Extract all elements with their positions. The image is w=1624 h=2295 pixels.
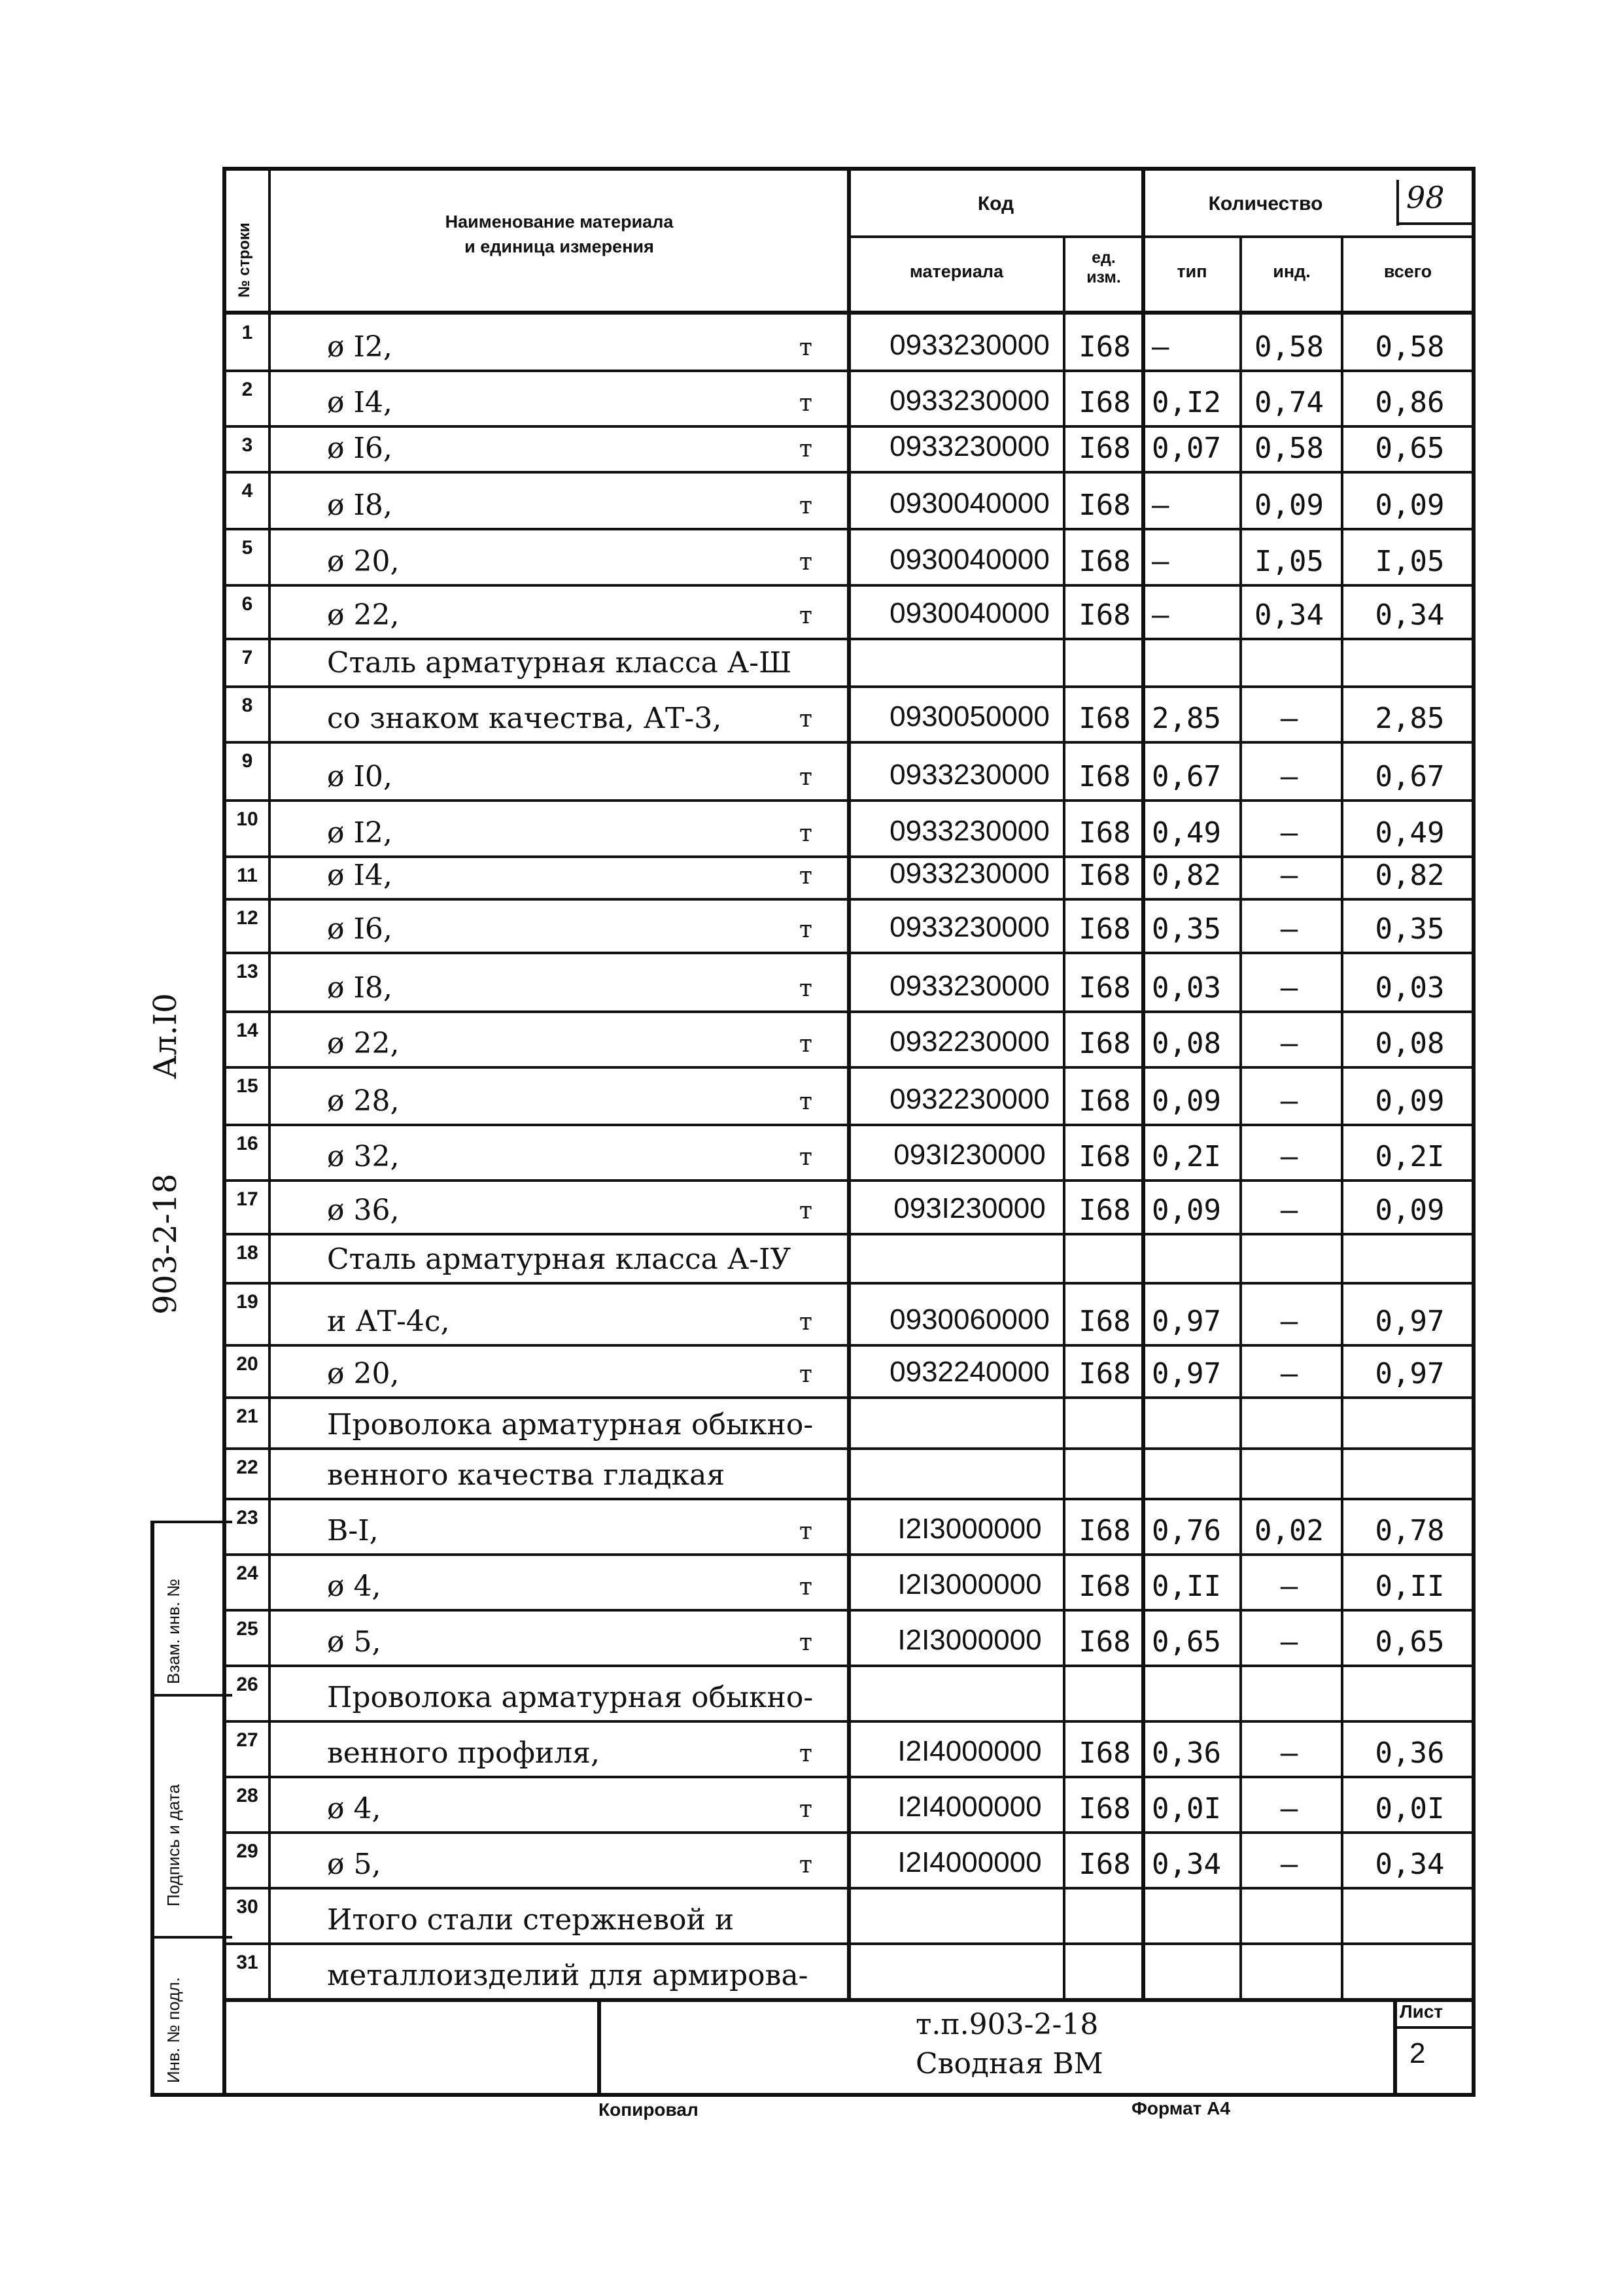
unit-code: I68 (1079, 1357, 1131, 1390)
unit-code: I68 (1079, 1736, 1131, 1770)
material-name: Проволока арматурная обыкно- (327, 1408, 814, 1441)
row-number: 11 (237, 865, 258, 886)
material-code: 0933230000 (890, 815, 1050, 847)
row-number: 29 (236, 1840, 258, 1862)
unit-code: I68 (1079, 859, 1131, 892)
unit-letter: т (799, 764, 812, 791)
quantity-individual: – (1280, 912, 1298, 946)
quantity-type: 0,2I (1152, 1140, 1221, 1173)
material-code: 0930040000 (890, 597, 1050, 629)
material-name: ø 28, (327, 1084, 400, 1118)
header-quantity: Количество (1208, 193, 1323, 215)
quantity-total: 0,09 (1375, 1084, 1445, 1118)
header-row-number: № строки (235, 222, 253, 298)
sheet-number: 2 (1409, 2037, 1426, 2069)
quantity-type: – (1152, 598, 1169, 632)
material-code: I2I3000000 (897, 1568, 1042, 1600)
row-number: 22 (236, 1457, 258, 1478)
quantity-total: 0,78 (1375, 1514, 1445, 1547)
unit-letter: т (799, 820, 812, 847)
row-number: 18 (236, 1242, 258, 1264)
row-number: 17 (236, 1188, 258, 1210)
row-number: 7 (241, 647, 253, 668)
sheet-label: Лист (1400, 2001, 1443, 2022)
unit-letter: т (799, 436, 812, 462)
row-number: 16 (236, 1133, 258, 1154)
quantity-type: – (1152, 489, 1169, 522)
header-material: материала (909, 262, 1004, 281)
row-number: 19 (236, 1291, 258, 1313)
material-code: 0930050000 (890, 700, 1050, 733)
unit-code: I68 (1079, 1514, 1131, 1547)
material-code: 0933230000 (890, 857, 1050, 889)
row-number: 13 (236, 961, 258, 982)
unit-code: I68 (1079, 760, 1131, 793)
header-unit-line2: изм. (1086, 268, 1121, 286)
row-number: 9 (241, 750, 253, 772)
quantity-total: 0,08 (1375, 1027, 1445, 1060)
row-number: 4 (241, 480, 253, 502)
unit-code: I68 (1079, 1305, 1131, 1338)
row-number: 6 (241, 593, 253, 615)
material-code: I2I4000000 (897, 1735, 1042, 1767)
quantity-type: 0,34 (1152, 1848, 1221, 1881)
row-number: 5 (241, 537, 253, 559)
unit-code: I68 (1079, 545, 1131, 578)
material-name: венного качества гладкая (327, 1458, 725, 1492)
material-code: 0933230000 (890, 329, 1050, 361)
row-number: 14 (236, 1020, 258, 1041)
material-name: ø 5, (327, 1848, 381, 1881)
quantity-type: 0,0I (1152, 1792, 1221, 1825)
quantity-type: 0,08 (1152, 1027, 1221, 1060)
stamp-replace-inv: Взам. инв. № (164, 1578, 183, 1684)
material-name: венного профиля, (327, 1736, 600, 1770)
material-name: ø I8, (327, 971, 392, 1005)
quantity-type: 0,35 (1152, 912, 1221, 946)
unit-code: I68 (1079, 971, 1131, 1005)
quantity-total: 0,49 (1375, 816, 1445, 850)
unit-letter: т (799, 916, 812, 943)
material-name: ø 32, (327, 1140, 400, 1173)
unit-letter: т (799, 1031, 812, 1058)
quantity-individual: – (1280, 1848, 1298, 1881)
unit-letter: т (799, 1361, 812, 1388)
quantity-type: 0,II (1152, 1570, 1221, 1603)
unit-code: I68 (1079, 1027, 1131, 1060)
material-name: ø I0, (327, 760, 392, 793)
header-code: Код (977, 193, 1014, 215)
quantity-total: 0,09 (1375, 1194, 1445, 1227)
quantity-total: 0,97 (1375, 1305, 1445, 1338)
row-number: 23 (236, 1507, 258, 1528)
quantity-individual: – (1280, 816, 1298, 850)
quantity-type: 0,97 (1152, 1357, 1221, 1390)
material-name: ø 22, (327, 598, 400, 632)
quantity-total: 0,09 (1375, 489, 1445, 522)
unit-letter: т (799, 706, 812, 733)
material-name: Сталь арматурная класса А-IУ (327, 1243, 791, 1276)
unit-code: I68 (1079, 432, 1131, 465)
row-number: 31 (236, 1952, 258, 1973)
material-code: 0932240000 (890, 1356, 1050, 1388)
quantity-individual: – (1280, 971, 1298, 1005)
quantity-total: 0,34 (1375, 1848, 1445, 1881)
material-code: 093I230000 (893, 1139, 1046, 1171)
unit-letter: т (799, 602, 812, 629)
quantity-total: 0,34 (1375, 598, 1445, 632)
row-number: 15 (236, 1075, 258, 1097)
unit-code: I68 (1079, 912, 1131, 946)
header-unit-line1: ед. (1092, 249, 1116, 267)
unit-code: I68 (1079, 386, 1131, 419)
unit-letter: т (799, 1309, 812, 1336)
quantity-individual: – (1280, 1736, 1298, 1770)
quantity-type: 0,97 (1152, 1305, 1221, 1338)
unit-letter: т (799, 1144, 812, 1171)
quantity-individual: – (1280, 1140, 1298, 1173)
quantity-total: 0,65 (1375, 432, 1445, 465)
quantity-individual: – (1280, 1194, 1298, 1227)
material-name: металлоизделий для армирова- (327, 1959, 808, 1992)
material-name: Итого стали стержневой и (327, 1903, 734, 1937)
material-name: ø 20, (327, 1357, 400, 1390)
unit-letter: т (799, 975, 812, 1002)
material-name: В-I, (327, 1514, 379, 1547)
unit-code: I68 (1079, 489, 1131, 522)
quantity-individual: – (1280, 1792, 1298, 1825)
quantity-individual: – (1280, 1027, 1298, 1060)
quantity-total: 2,85 (1375, 702, 1445, 735)
unit-letter: т (799, 334, 812, 361)
material-name: ø I4, (327, 386, 392, 419)
material-name: ø I6, (327, 912, 392, 946)
row-number: 1 (241, 322, 253, 343)
quantity-individual: 0,58 (1254, 330, 1324, 364)
quantity-type: 0,09 (1152, 1084, 1221, 1118)
margin-album-number: Ал.I0 (147, 993, 184, 1079)
quantity-total: I,05 (1375, 545, 1445, 578)
unit-letter: т (799, 390, 812, 417)
quantity-type: 0,67 (1152, 760, 1221, 793)
quantity-individual: 0,02 (1254, 1514, 1324, 1547)
material-code: I2I4000000 (897, 1791, 1042, 1823)
material-code: 093I230000 (893, 1192, 1046, 1224)
row-number: 8 (241, 695, 253, 716)
unit-code: I68 (1079, 702, 1131, 735)
quantity-type: 0,07 (1152, 432, 1221, 465)
material-code: I2I4000000 (897, 1846, 1042, 1878)
material-code: I2I3000000 (897, 1624, 1042, 1656)
quantity-type: 0,65 (1152, 1625, 1221, 1659)
material-code: 0933230000 (890, 430, 1050, 462)
quantity-total: 0,II (1375, 1570, 1445, 1603)
header-name-line1: Наименование материала (445, 212, 674, 232)
material-code: 0933230000 (890, 385, 1050, 417)
row-number: 28 (236, 1785, 258, 1806)
quantity-total: 0,0I (1375, 1792, 1445, 1825)
footer-copied: Копировал (598, 2099, 699, 2120)
unit-code: I68 (1079, 1792, 1131, 1825)
row-number: 26 (236, 1674, 258, 1695)
quantity-type: 0,I2 (1152, 386, 1221, 419)
quantity-individual: 0,74 (1254, 386, 1324, 419)
unit-letter: т (799, 1198, 812, 1224)
stamp-inv-original: Инв. № подл. (164, 1977, 183, 2083)
quantity-total: 0,97 (1375, 1357, 1445, 1390)
unit-letter: т (799, 1796, 812, 1823)
quantity-individual: 0,09 (1254, 489, 1324, 522)
material-name: ø I2, (327, 330, 392, 364)
quantity-total: 0,65 (1375, 1625, 1445, 1659)
material-code: I2I3000000 (897, 1513, 1042, 1545)
header-name-line2: и единица измерения (464, 237, 654, 256)
unit-letter: т (799, 1852, 812, 1878)
unit-code: I68 (1079, 1848, 1131, 1881)
header-individual: инд. (1273, 262, 1311, 281)
quantity-total: 0,36 (1375, 1736, 1445, 1770)
material-name: ø 5, (327, 1625, 381, 1659)
row-number: 21 (236, 1406, 258, 1427)
material-name: со знаком качества, АТ-3, (327, 702, 722, 735)
material-code: 0930060000 (890, 1303, 1050, 1336)
material-name: ø I2, (327, 816, 392, 850)
unit-letter: т (799, 863, 812, 889)
quantity-total: 0,35 (1375, 912, 1445, 946)
quantity-total: 0,67 (1375, 760, 1445, 793)
material-code: 0930040000 (890, 487, 1050, 519)
quantity-type: 0,76 (1152, 1514, 1221, 1547)
quantity-type: – (1152, 545, 1169, 578)
quantity-total: 0,2I (1375, 1140, 1445, 1173)
quantity-type: 0,09 (1152, 1194, 1221, 1227)
page-number: 98 (1406, 180, 1445, 215)
quantity-type: – (1152, 330, 1169, 364)
quantity-type: 0,36 (1152, 1736, 1221, 1770)
material-code: 0933230000 (890, 970, 1050, 1002)
unit-letter: т (799, 1518, 812, 1545)
material-name: ø 4, (327, 1792, 381, 1825)
material-code: 0930040000 (890, 544, 1050, 576)
unit-letter: т (799, 492, 812, 519)
stamp-sign-date: Подпись и дата (164, 1784, 183, 1907)
quantity-individual: – (1280, 1305, 1298, 1338)
title-document-name: Сводная ВМ (916, 2047, 1103, 2080)
unit-letter: т (799, 1629, 812, 1656)
material-name: и АТ-4с, (327, 1305, 450, 1338)
material-name: ø 22, (327, 1027, 400, 1060)
quantity-type: 0,03 (1152, 971, 1221, 1005)
quantity-individual: – (1280, 1625, 1298, 1659)
unit-code: I68 (1079, 330, 1131, 364)
row-number: 3 (241, 434, 253, 456)
row-number: 20 (236, 1353, 258, 1375)
header-total: всего (1383, 262, 1432, 281)
footer-format: Формат А4 (1132, 2098, 1230, 2118)
material-name: ø I4, (327, 859, 392, 892)
unit-code: I68 (1079, 816, 1131, 850)
material-code: 0932230000 (890, 1083, 1050, 1115)
unit-letter: т (799, 1088, 812, 1115)
margin-project-number: 903-2-18 (147, 1173, 184, 1315)
quantity-individual: – (1280, 1084, 1298, 1118)
row-number: 2 (241, 379, 253, 400)
quantity-type: 0,49 (1152, 816, 1221, 850)
material-name: ø I6, (327, 432, 392, 465)
material-code: 0933230000 (890, 759, 1050, 791)
quantity-total: 0,03 (1375, 971, 1445, 1005)
quantity-individual: – (1280, 859, 1298, 892)
material-name: ø 20, (327, 545, 400, 578)
row-number: 25 (236, 1618, 258, 1640)
quantity-individual: – (1280, 1357, 1298, 1390)
material-name: Проволока арматурная обыкно- (327, 1681, 814, 1714)
unit-code: I68 (1079, 1140, 1131, 1173)
unit-letter: т (799, 549, 812, 576)
material-code: 0933230000 (890, 911, 1050, 943)
material-name: ø 36, (327, 1194, 400, 1227)
row-number: 10 (236, 808, 258, 830)
unit-code: I68 (1079, 1570, 1131, 1603)
row-number: 30 (236, 1896, 258, 1918)
title-doc-number: т.п.903-2-18 (916, 2008, 1099, 2041)
header-type: тип (1177, 262, 1207, 281)
quantity-type: 0,82 (1152, 859, 1221, 892)
row-number: 27 (236, 1729, 258, 1751)
quantity-individual: – (1280, 702, 1298, 735)
unit-code: I68 (1079, 1194, 1131, 1227)
unit-code: I68 (1079, 598, 1131, 632)
quantity-individual: 0,58 (1254, 432, 1324, 465)
quantity-individual: – (1280, 760, 1298, 793)
quantity-total: 0,58 (1375, 330, 1445, 364)
quantity-type: 2,85 (1152, 702, 1221, 735)
unit-code: I68 (1079, 1084, 1131, 1118)
material-name: Сталь арматурная класса А-Ш (327, 646, 792, 680)
quantity-individual: 0,34 (1254, 598, 1324, 632)
material-name: ø I8, (327, 489, 392, 522)
material-code: 0932230000 (890, 1026, 1050, 1058)
row-number: 24 (236, 1562, 258, 1584)
unit-letter: т (799, 1574, 812, 1600)
row-number: 12 (236, 907, 258, 929)
quantity-individual: – (1280, 1570, 1298, 1603)
material-name: ø 4, (327, 1570, 381, 1603)
quantity-total: 0,82 (1375, 859, 1445, 892)
quantity-individual: I,05 (1254, 545, 1324, 578)
unit-code: I68 (1079, 1625, 1131, 1659)
unit-letter: т (799, 1740, 812, 1767)
quantity-total: 0,86 (1375, 386, 1445, 419)
